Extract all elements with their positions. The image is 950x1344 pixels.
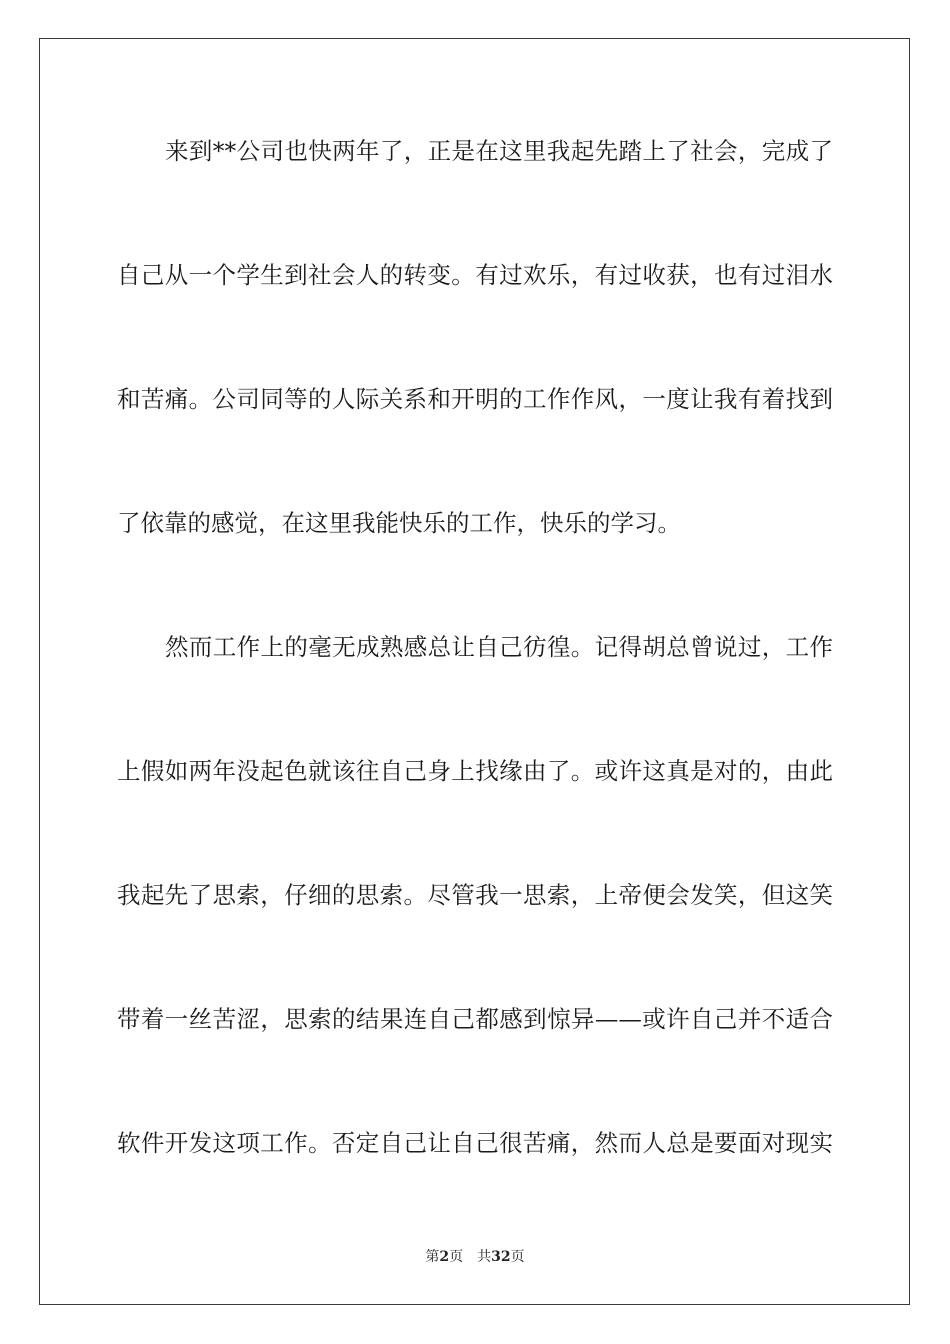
paragraph-1-line-3: 和苦痛。公司同等的人际关系和开明的工作作风，一度让我有着找到 [117,385,833,413]
page-total-number: 32 [491,1249,511,1265]
paragraph-2-line-5: 软件开发这项工作。否定自己让自己很苦痛，然而人总是要面对现实 [117,1129,833,1157]
paragraph-2-line-1: 然而工作上的毫无成熟感总让自己彷徨。记得胡总曾说过，工作 [165,633,833,661]
paragraph-1-line-1: 来到**公司也快两年了，正是在这里我起先踏上了社会，完成了 [165,137,833,165]
page-prefix: 第 [425,1249,440,1265]
page-footer [0,1248,950,1266]
page-border [39,38,910,1305]
total-prefix: 共 [477,1249,492,1265]
paragraph-2-line-3: 我起先了思索，仔细的思索。尽管我一思索，上帝便会发笑，但这笑 [117,881,833,909]
paragraph-1-line-4: 了依靠的感觉，在这里我能快乐的工作，快乐的学习。 [117,509,681,537]
paragraph-2-line-4: 带着一丝苦涩，思索的结果连自己都感到惊异——或许自己并不适合 [117,1005,833,1033]
total-unit: 页 [510,1249,525,1265]
paragraph-1-line-2: 自己从一个学生到社会人的转变。有过欢乐，有过收获，也有过泪水 [117,261,833,289]
page-current-number: 2 [439,1249,450,1265]
paragraph-2-line-2: 上假如两年没起色就该往自己身上找缘由了。或许这真是对的，由此 [117,757,833,785]
page-unit: 页 [449,1249,464,1265]
